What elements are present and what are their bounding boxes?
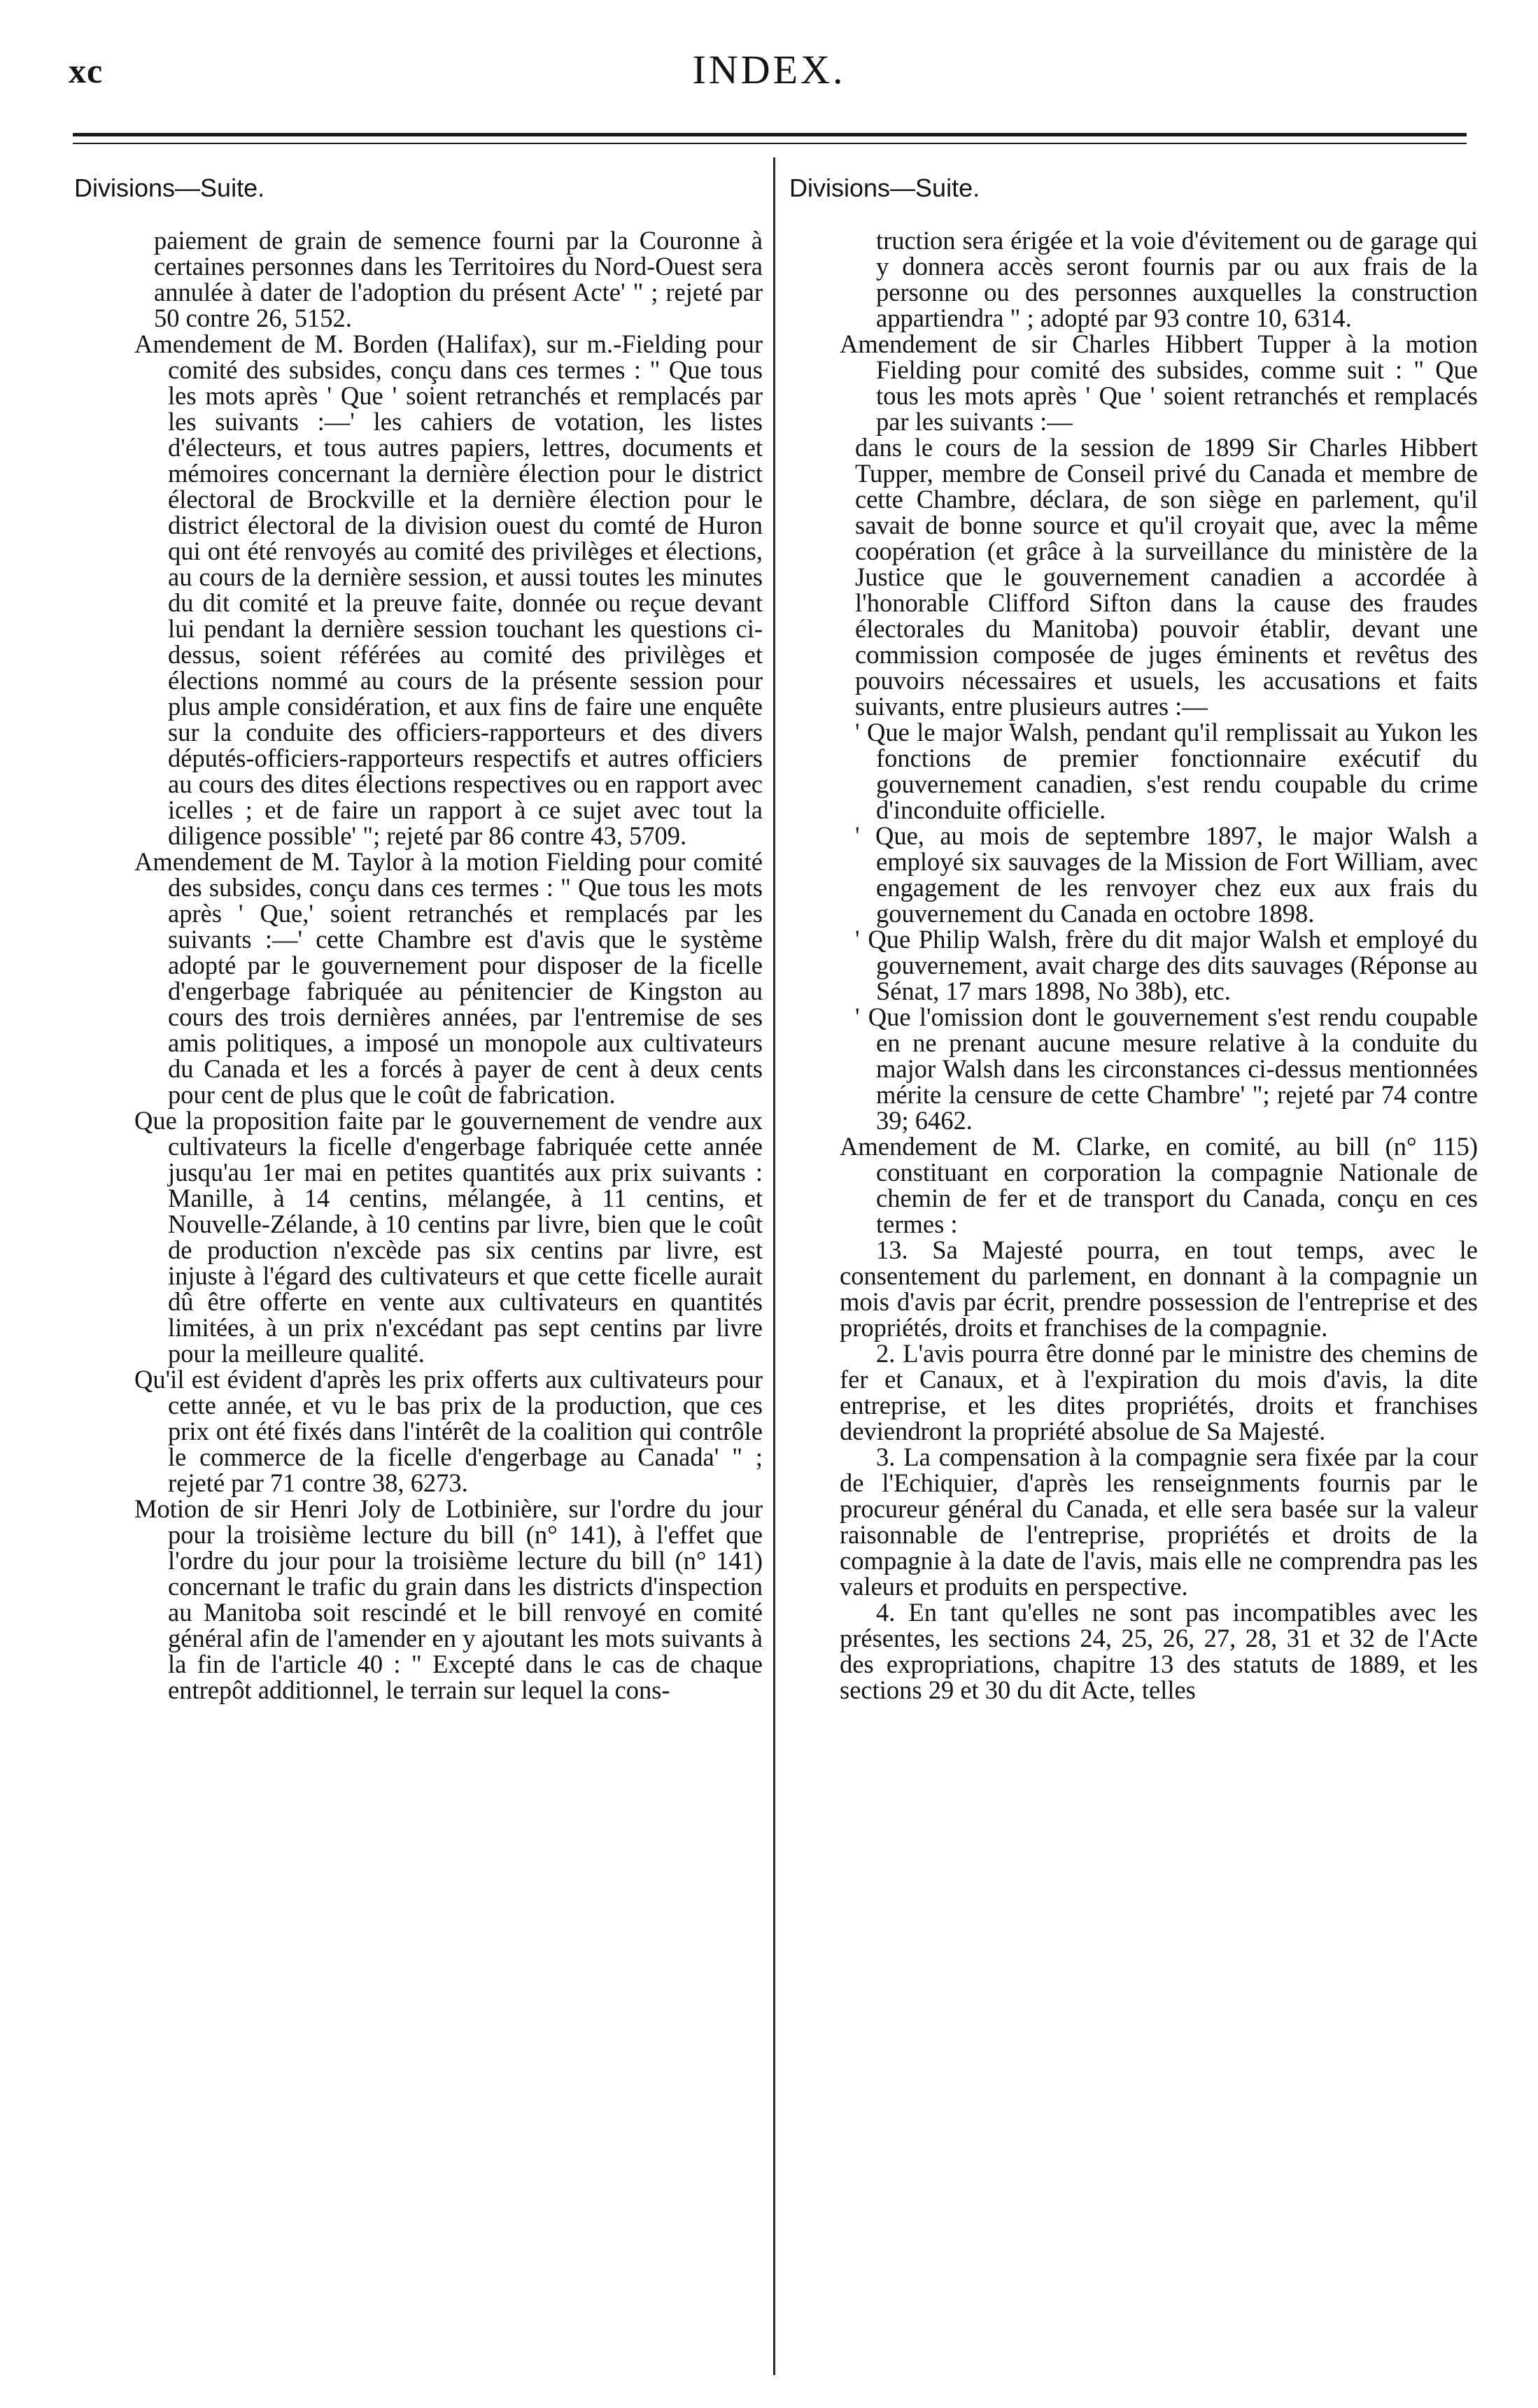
index-entry: Que la proposition faite par le gouvernement de vendre aux cultivateurs la ficelle d'engerbage fabriquée cette année jusqu'au 1er mai en petites quantités aux prix suivants : Manille, à 14 centins, mélangée, à 11 centins, et Nouvelle-Zélande, à 10 centins par livre, bien que le coût de production n'excède pas six centins par livre, est injuste à l'égard des cultivateurs et que cette ficelle aurait dû être offerte en vente aux cultivateurs en quantités limitées, à un prix n'excédant pas sept centins par livre pour la meilleure qualité.	[134, 1106, 763, 1368]
left-column	[70, 175, 763, 1703]
index-entry: dans le cours de la session de 1899 Sir Charles Hibbert Tupper, membre de Conseil privé du Canada et membre de cette Chambre, déclara, de son siège en parlement, qu'il savait de bonne source et qu'il croyait que, avec la même coopération (et grâce à la surveillance du ministère de la Justice que le gouvernement canadien a accordée à l'honorable Clifford Sifton dans la cause des fraudes électorales du Manitoba) pouvoir établir, devant une commission composée de juges éminents et revêtus des pouvoirs nécessaires et usuels, les accusations et faits suivants, entre plusieurs autres :—	[855, 433, 1478, 721]
right-column-heading: Divisions—Suite.	[789, 173, 980, 202]
index-entry: Amendement de M. Taylor à la motion Fielding pour comité des subsides, conçu dans ces termes : " Que tous les mots après ' Que,' soient retranchés et remplacés par les suivants :—' cette Chambre est d'avis que le système adopté par le gouvernement pour disposer de la ficelle d'engerbage fabriquée au pénitencier de Kingston au cours des trois dernières années, par l'entremise de ses amis politiques, a imposé un monopole aux cultivateurs du Canada et les a forcés à payer de cent à deux cents pour cent de plus que le coût de fabrication.	[134, 847, 763, 1109]
index-entry: ' Que le major Walsh, pendant qu'il remplissait au Yukon les fonctions de premier fonctionnaire exécutif du gouvernement canadien, s'est rendu coupable du crime d'inconduite officielle.	[855, 718, 1478, 824]
left-column-heading: Divisions—Suite.	[74, 173, 265, 202]
index-entry: ' Que l'omission dont le gouvernement s'est rendu coupable en ne prenant aucune mesure relative à la conduite du major Walsh dans les circonstances ci-dessus mentionnées mérite la censure de cette Chambre' "; rejeté par 74 contre 39; 6462.	[855, 1003, 1478, 1135]
index-entry: 3. La compensation à la compagnie sera fixée par la cour de l'Echiquier, d'après les renseignments fournis par le procureur général du Canada, et elle sera basée sur la valeur raisonnable de l'entreprise, propriétés et droits de la compagnie à la date de l'avis, mais elle ne comprendra pas les valeurs et produits en perspective.	[840, 1443, 1478, 1601]
index-entry: Qu'il est évident d'après les prix offerts aux cultivateurs pour cette année, et vu le bas prix de la production, que ces prix ont été fixés dans l'intérêt de la coalition qui contrôle le commerce de la ficelle d'engerbage au Canada' " ; rejeté par 71 contre 38, 6273.	[134, 1365, 763, 1497]
page-number: xc	[69, 51, 104, 90]
index-entry: ' Que Philip Walsh, frère du dit major Walsh et employé du gouvernement, avait charge des dits sauvages (Réponse au Sénat, 17 mars 1898, No 38b), etc.	[855, 925, 1478, 1005]
index-entry: 13. Sa Majesté pourra, en tout temps, avec le consentement du parlement, en donnant à la compagnie un mois d'avis par écrit, prendre possession de l'entreprise et des propriétés, droits et franchises de la compagnie.	[840, 1235, 1478, 1342]
index-entry: paiement de grain de semence fourni par la Couronne à certaines personnes dans les Territoires du Nord-Ouest sera annulée à dater de l'adoption du présent Acte' " ; rejeté par 50 contre 26, 5152.	[154, 226, 763, 332]
index-entry: 4. En tant qu'elles ne sont pas incompatibles avec les présentes, les sections 24, 25, 26, 27, 28, 31 et 32 de l'Acte des expropriations, chapitre 13 des statuts de 1889, et les sections 29 et 30 du dit Acte, telles	[840, 1598, 1478, 1704]
index-entry: 2. L'avis pourra être donné par le ministre des chemins de fer et Canaux, et à l'expiration du mois d'avis, la dite entreprise, et les dites propriétés, droits et franchises deviendront la propriété absolue de Sa Majesté.	[840, 1339, 1478, 1445]
index-entry: Amendement de M. Clarke, en comité, au bill (n° 115) constituant en corporation la compagnie Nationale de chemin de fer et de transport du Canada, conçu en ces termes :	[840, 1132, 1478, 1238]
header-rule-thin	[73, 143, 1467, 144]
index-entry: truction sera érigée et la voie d'évitement ou de garage qui y donnera accès seront fournis par ou aux frais de la personne ou des personnes auxquelles la construction appartiendra " ; adopté par 93 contre 10, 6314.	[876, 226, 1478, 332]
running-title: INDEX.	[692, 47, 846, 92]
index-entry: Amendement de M. Borden (Halifax), sur m.-Fielding pour comité des subsides, conçu dans ces termes : " Que tous les mots après ' Que ' soient retranchés et remplacés par les suivants :—' les cahiers de votation, les listes d'électeurs, et tous autres papiers, lettres, documents et mémoires concernant la dernière élection pour le district électoral de Brockville et la dernière élection pour le district électoral de la division ouest du comté de Huron qui ont été renvoyés au comité des privilèges et élections, au cours de la dernière session, et aussi toutes les minutes du dit comité et la preuve faite, donnée ou reçue devant lui pendant la dernière session touchant les questions ci-dessus, soient référées au comité des privilèges et élections nommé au cours de la présente session pour plus ample considération, et aux fins de faire une enquête sur la conduite des officiers-rapporteurs et des divers députés-officiers-rapporteurs respectifs et autres officiers au cours des dites élections respectives ou en rapport avec icelles ; et de faire un rapport à ce sujet avec tout la diligence possible' "; rejeté par 86 contre 43, 5709.	[134, 330, 763, 850]
index-entry: ' Que, au mois de septembre 1897, le major Walsh a employé six sauvages de la Mission de Fort William, avec engagement de les renvoyer chez eux aux frais du gouvernement du Canada en octobre 1898.	[855, 821, 1478, 928]
header-rule-thick	[73, 133, 1467, 136]
index-entry: Amendement de sir Charles Hibbert Tupper à la motion Fielding pour comité des subsides, comme suit : " Que tous les mots après ' Que ' soient retranchés et remplacés par les suivants :—	[840, 330, 1478, 436]
right-column	[785, 175, 1478, 1703]
column-divider	[773, 157, 775, 2375]
index-entry: Motion de sir Henri Joly de Lotbinière, sur l'ordre du jour pour la troisième lecture du bill (n° 141), à l'effet que l'ordre du jour pour la troisième lecture du bill (n° 141) concernant le trafic du grain dans les districts d'inspection au Manitoba soit rescindé et le bill renvoyé en comité général afin de l'amender en y ajoutant les mots suivants à la fin de l'article 40 : " Excepté dans le cas de chaque entrepôt additionnel, le terrain sur lequel la cons-	[134, 1494, 763, 1704]
